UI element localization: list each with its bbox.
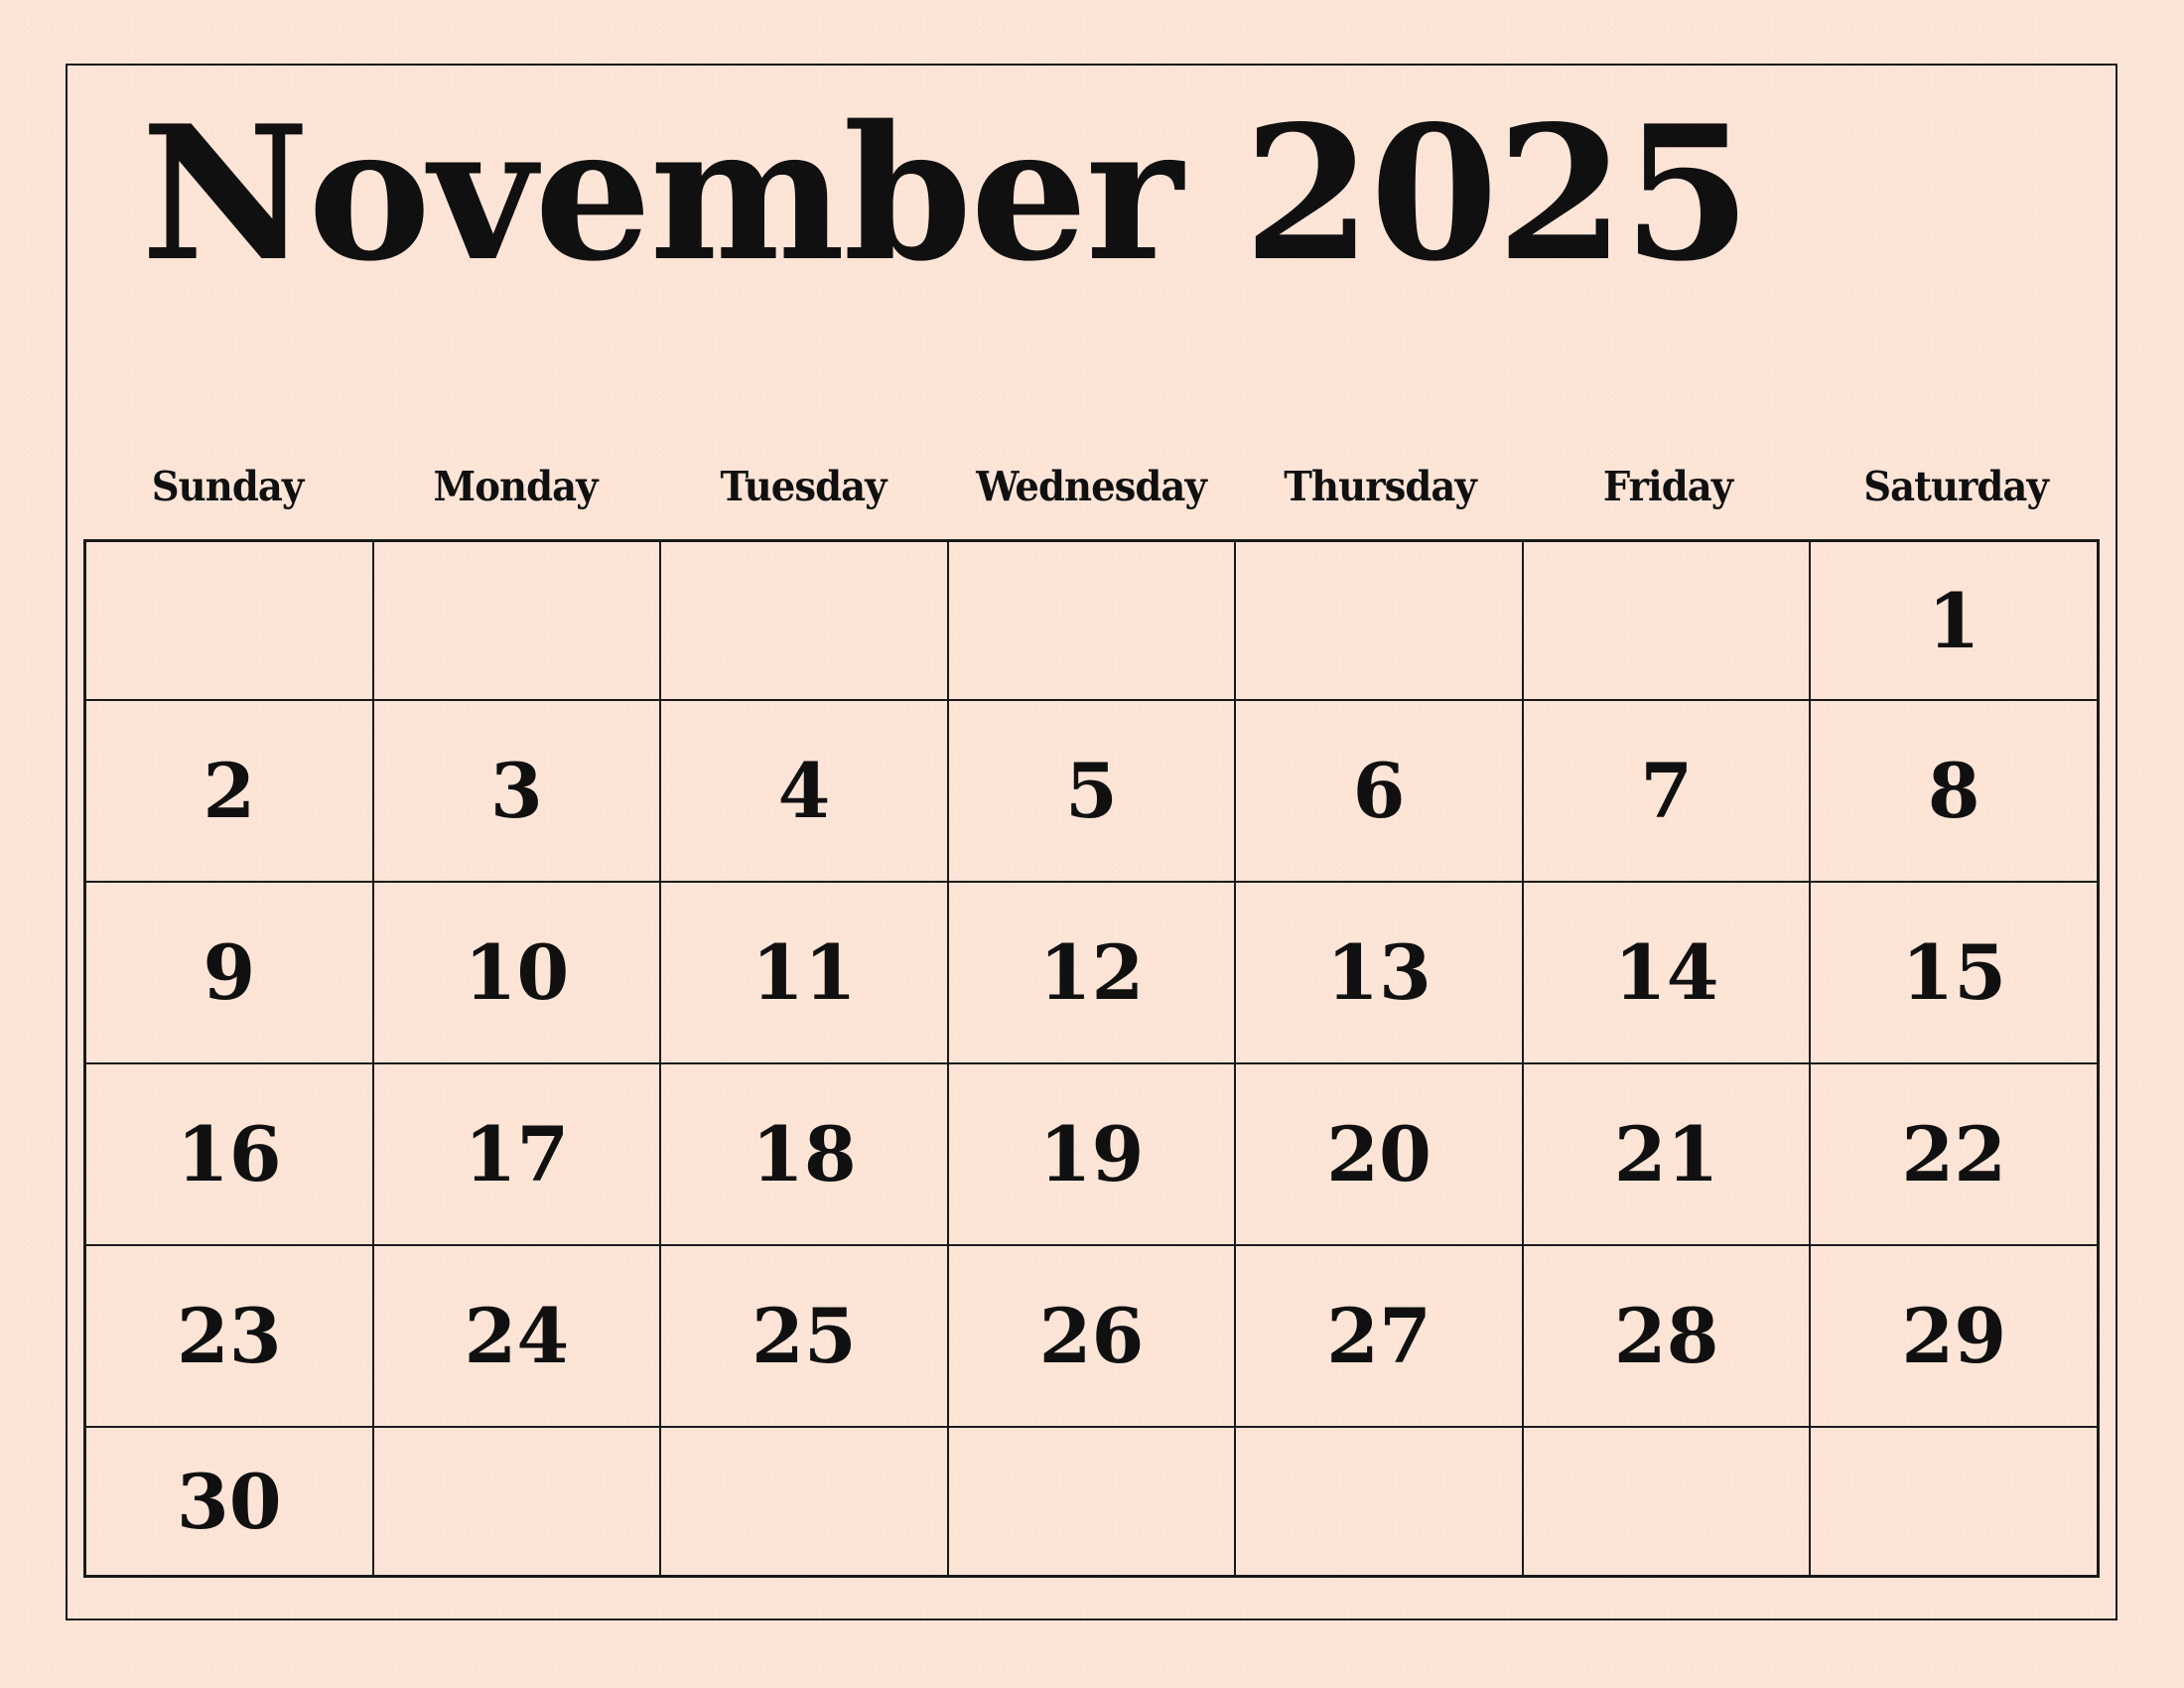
calendar-grid	[83, 539, 2100, 1578]
empty-day-cell	[86, 542, 372, 699]
empty-day-cell	[949, 1428, 1235, 1575]
day-cell: 6	[1236, 701, 1522, 881]
day-cell: 11	[661, 883, 947, 1062]
day-cell: 3	[374, 701, 660, 881]
weekday-header-tuesday: Tuesday	[720, 463, 887, 510]
empty-day-cell	[1236, 1428, 1522, 1575]
day-cell: 15	[1811, 883, 2097, 1062]
empty-day-cell	[1524, 1428, 1810, 1575]
day-cell: 30	[86, 1428, 372, 1575]
day-cell: 10	[374, 883, 660, 1062]
weekday-header-monday: Monday	[433, 463, 598, 510]
day-cell: 29	[1811, 1246, 2097, 1426]
day-cell: 17	[374, 1064, 660, 1244]
weekday-header-saturday: Saturday	[1863, 463, 2048, 510]
day-cell: 14	[1524, 883, 1810, 1062]
day-cell: 9	[86, 883, 372, 1062]
day-cell: 18	[661, 1064, 947, 1244]
day-cell: 5	[949, 701, 1235, 881]
day-cell: 4	[661, 701, 947, 881]
day-cell: 13	[1236, 883, 1522, 1062]
empty-day-cell	[661, 542, 947, 699]
weekday-header-wednesday: Wednesday	[976, 463, 1207, 510]
day-cell: 1	[1811, 542, 2097, 699]
day-cell: 27	[1236, 1246, 1522, 1426]
day-cell: 12	[949, 883, 1235, 1062]
empty-day-cell	[1236, 542, 1522, 699]
day-cell: 8	[1811, 701, 2097, 881]
day-cell: 20	[1236, 1064, 1522, 1244]
empty-day-cell	[374, 542, 660, 699]
empty-day-cell	[374, 1428, 660, 1575]
page-border-frame	[66, 64, 2117, 1620]
day-cell: 24	[374, 1246, 660, 1426]
day-cell: 23	[86, 1246, 372, 1426]
day-cell: 28	[1524, 1246, 1810, 1426]
weekday-header-row	[83, 459, 2100, 514]
empty-day-cell	[949, 542, 1235, 699]
empty-day-cell	[1524, 542, 1810, 699]
day-cell: 22	[1811, 1064, 2097, 1244]
day-cell: 21	[1524, 1064, 1810, 1244]
weekday-header-thursday: Thursday	[1283, 463, 1476, 510]
page-title: November 2025	[141, 84, 1750, 302]
weekday-header-sunday: Sunday	[151, 463, 304, 510]
empty-day-cell	[661, 1428, 947, 1575]
weekday-header-friday: Friday	[1602, 463, 1732, 510]
day-cell: 26	[949, 1246, 1235, 1426]
empty-day-cell	[1811, 1428, 2097, 1575]
day-cell: 25	[661, 1246, 947, 1426]
day-cell: 2	[86, 701, 372, 881]
day-cell: 19	[949, 1064, 1235, 1244]
day-cell: 7	[1524, 701, 1810, 881]
day-cell: 16	[86, 1064, 372, 1244]
